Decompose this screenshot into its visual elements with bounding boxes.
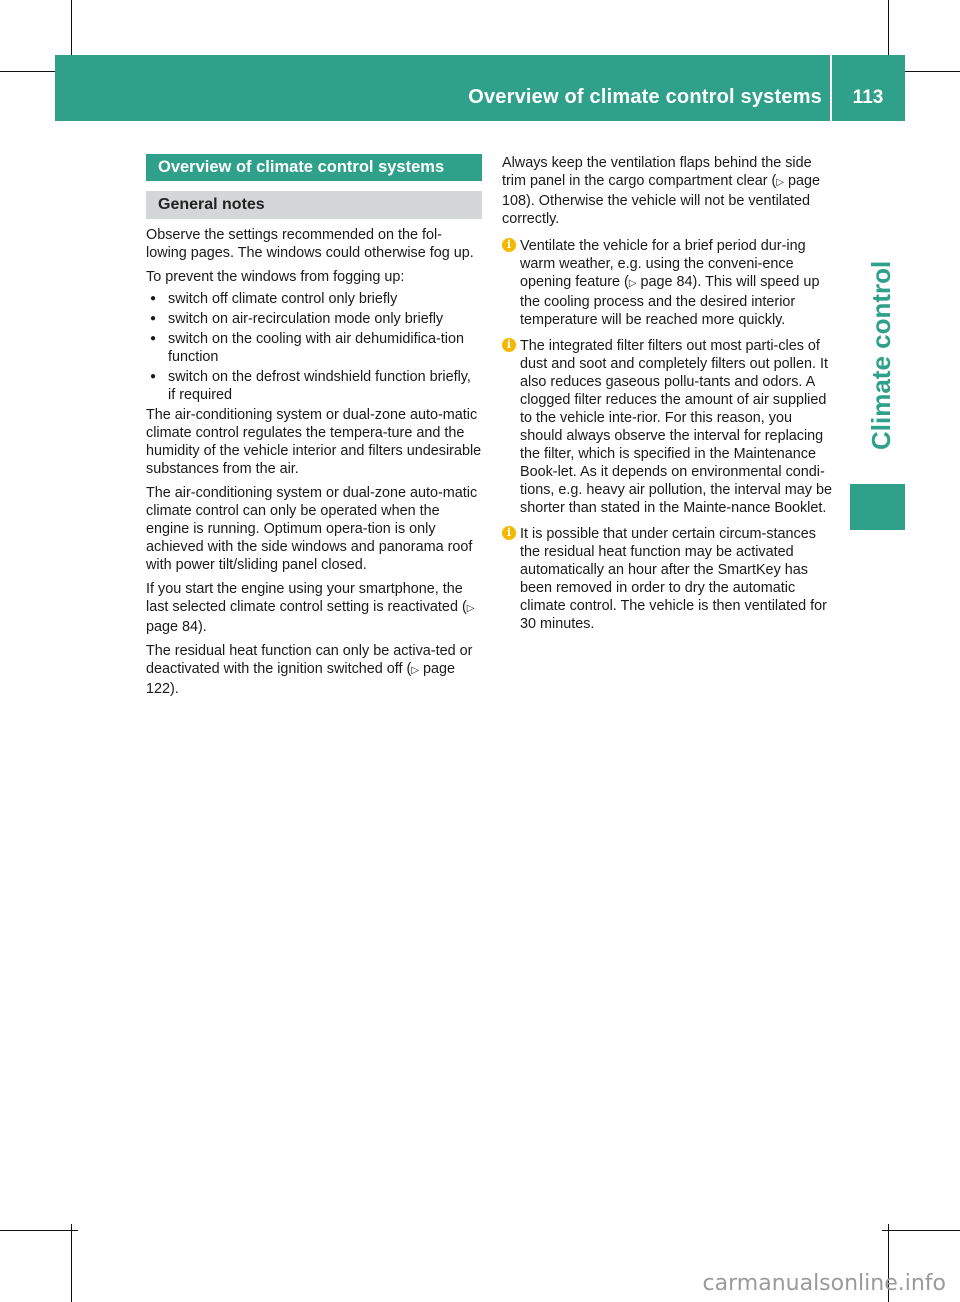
chapter-tab-marker (850, 484, 905, 530)
chapter-tab-label: Climate control (866, 260, 896, 450)
paragraph: To prevent the windows from fogging up: (146, 269, 405, 285)
list-item: ● switch on air-recirculation mode only briefly (150, 311, 444, 327)
paragraph: If you start the engine using your smartphone, the last selected climate control setting is reactivated (▷ page 84). (146, 581, 475, 635)
bullet-list (146, 290, 482, 404)
paragraph: The air-conditioning system or dual-zone auto-matic climate control regulates the tempera-ture and the humidity of the vehicle interior and filters undesirable substances from the air. (146, 407, 482, 477)
list-item: ● switch on the cooling with air dehumidifica-tion function (150, 331, 464, 365)
paragraph: Observe the settings recommended on the fol-lowing pages. The windows could otherwise fog up. (146, 227, 474, 261)
info-icon: i (502, 526, 516, 540)
info-icon: i (502, 338, 516, 352)
crop-mark (0, 1230, 78, 1231)
bullet-icon: ● (150, 313, 157, 324)
right-column (502, 154, 835, 641)
bullet-icon: ● (150, 333, 157, 344)
crop-mark (882, 1230, 960, 1231)
page-number: 113 (852, 87, 884, 108)
bullet-icon: ● (150, 371, 157, 382)
left-column (146, 154, 482, 704)
list-item: ● switch on the defrost windshield function briefly, if required (150, 369, 471, 403)
list-item: ● switch off climate control only briefly (150, 291, 398, 307)
crop-mark (71, 1224, 72, 1302)
info-icon: i (502, 238, 516, 252)
watermark: carmanualsonline.info (702, 1271, 946, 1296)
subsection-title: General notes (146, 191, 482, 219)
header-divider (830, 55, 832, 121)
paragraph: Always keep the ventilation flaps behind the side trim panel in the cargo compartment clear (▷ page 108). Otherwise the vehicle will not be ventilated correctly. (502, 155, 821, 227)
paragraph: The residual heat function can only be activa-ted or deactivated with the ignition switched off (▷ page 122). (146, 643, 473, 697)
info-note: i It is possible that under certain circum-stances the residual heat function may be activated automatically an hour after the SmartKey has been removed in order to dry the automatic climate control. The vehicle is then ventilated for 30 minutes. (502, 525, 835, 633)
paragraph: The air-conditioning system or dual-zone auto-matic climate control can only be operated when the engine is running. Optimum opera-tion is only achieved with the side windows and panorama roof with power tilt/sliding panel closed. (146, 485, 478, 573)
page-header-title: Overview of climate control systems (468, 86, 822, 108)
info-note: i The integrated filter filters out most parti-cles of dust and soot and completely filters out pollen. It also reduces gaseous pollu-tants and odors. A clogged filter reduces the amount of air supplied to the vehicle inte-rior. For this reason, you should always observe the interval for replacing the filter, which is specified in the Maintenance Book-let. As it depends on environmental condi-tions, e.g. heavy air pollution, the interval may be shorter than stated in the Mainte-nance Booklet. (502, 337, 835, 517)
section-title: Overview of climate control systems (146, 154, 482, 181)
bullet-icon: ● (150, 293, 157, 304)
page-reference-icon: ▷ (628, 278, 637, 289)
page-reference-icon: ▷ (776, 177, 785, 188)
page-reference-icon: ▷ (466, 603, 475, 614)
page-reference-icon: ▷ (411, 665, 420, 676)
info-note: i Ventilate the vehicle for a brief period dur-ing warm weather, e.g. using the conveni-ence opening feature (▷ page 84). This will speed up the cooling process and the desired interior temperature will be reached more quickly. (502, 237, 835, 329)
